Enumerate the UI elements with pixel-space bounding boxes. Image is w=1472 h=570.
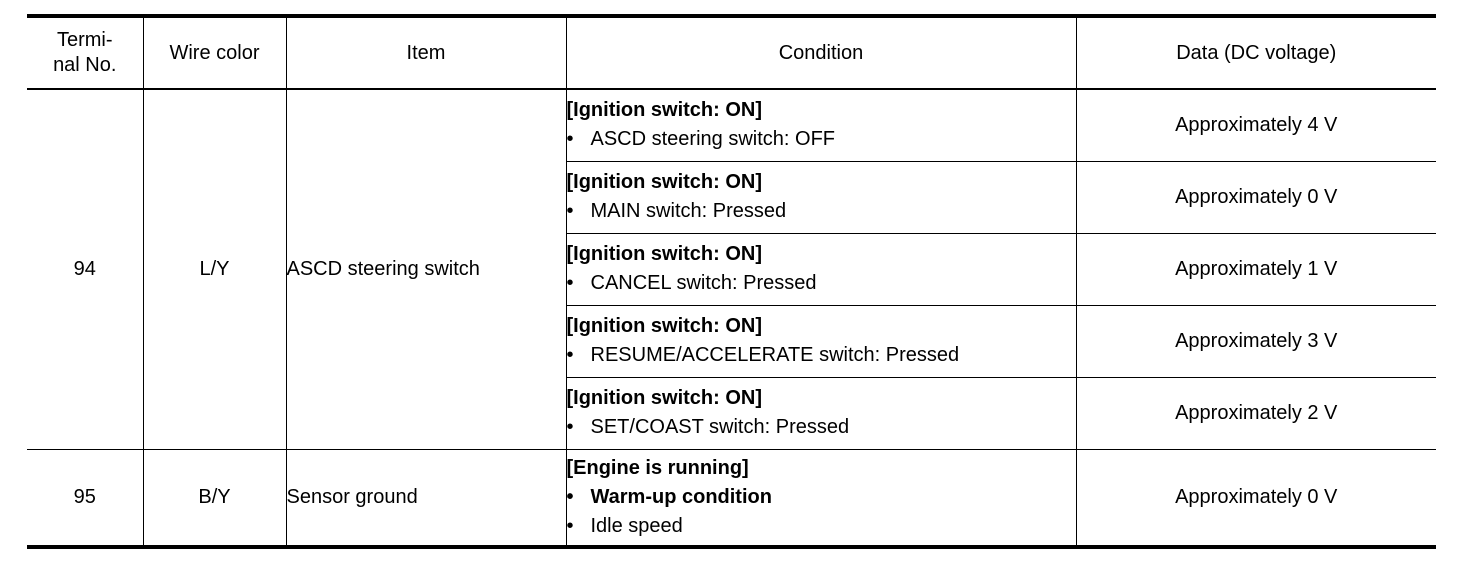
header-wire-color: Wire color — [143, 16, 286, 89]
bullet-glyph: • — [566, 485, 574, 508]
bullet-glyph: • — [566, 514, 574, 537]
condition-heading: [Ignition switch: ON] — [566, 99, 763, 122]
terminal-cell: 94 — [27, 89, 143, 449]
condition-cell — [566, 161, 1076, 233]
header-terminal-no — [27, 16, 143, 89]
condition-bullet-text: Idle speed — [590, 514, 683, 537]
header-terminal-line2: nal No. — [53, 54, 117, 76]
condition-bullet — [567, 483, 1076, 512]
condition-cell — [566, 449, 1076, 547]
condition-bullet — [567, 125, 1076, 154]
table-row — [27, 449, 1436, 547]
terminal-data-table — [27, 14, 1436, 549]
condition-bullet — [567, 413, 1076, 442]
condition-bullet — [567, 341, 1076, 370]
data-cell: Approximately 1 V — [1076, 233, 1436, 305]
header-data: Data (DC voltage) — [1076, 16, 1436, 89]
item-cell: Sensor ground — [286, 449, 566, 547]
condition-bullet-text: MAIN switch: Pressed — [590, 200, 787, 222]
data-cell: Approximately 3 V — [1076, 305, 1436, 377]
table-header-row — [27, 16, 1436, 89]
wire-color-cell: L/Y — [143, 89, 286, 449]
condition-bullet-text: ASCD steering switch: OFF — [590, 128, 836, 151]
data-cell: Approximately 2 V — [1076, 377, 1436, 449]
terminal-data-table-container — [27, 14, 1436, 549]
condition-cell — [566, 377, 1076, 449]
data-cell: Approximately 0 V — [1076, 161, 1436, 233]
condition-bullet-text: Warm-up condition — [590, 485, 772, 508]
bullet-glyph: • — [566, 128, 574, 151]
condition-heading: [Ignition switch: ON] — [566, 387, 763, 409]
condition-cell — [566, 89, 1076, 161]
header-condition: Condition — [566, 16, 1076, 89]
wire-color-cell: B/Y — [143, 449, 286, 547]
condition-bullet — [567, 197, 1076, 226]
bullet-glyph: • — [566, 344, 574, 366]
condition-bullet-text: SET/COAST switch: Pressed — [590, 416, 850, 438]
condition-heading: [Ignition switch: ON] — [566, 243, 763, 265]
bullet-glyph: • — [566, 416, 574, 438]
condition-bullet — [567, 512, 1076, 541]
condition-heading: [Ignition switch: ON] — [566, 315, 763, 337]
table-row — [27, 89, 1436, 161]
condition-bullet — [567, 269, 1076, 298]
condition-heading: [Ignition switch: ON] — [566, 171, 763, 193]
condition-heading: [Engine is running] — [566, 456, 749, 479]
condition-bullet-text: RESUME/ACCELERATE switch: Pressed — [590, 344, 960, 366]
data-cell: Approximately 0 V — [1076, 449, 1436, 547]
condition-cell — [566, 233, 1076, 305]
condition-bullet-text: CANCEL switch: Pressed — [590, 272, 817, 294]
header-terminal-line1: Termi- — [56, 29, 113, 51]
item-cell: ASCD steering switch — [286, 89, 566, 449]
data-cell: Approximately 4 V — [1076, 89, 1436, 161]
bullet-glyph: • — [566, 272, 574, 294]
terminal-cell: 95 — [27, 449, 143, 547]
condition-cell — [566, 305, 1076, 377]
header-item: Item — [286, 16, 566, 89]
bullet-glyph: • — [566, 200, 574, 222]
